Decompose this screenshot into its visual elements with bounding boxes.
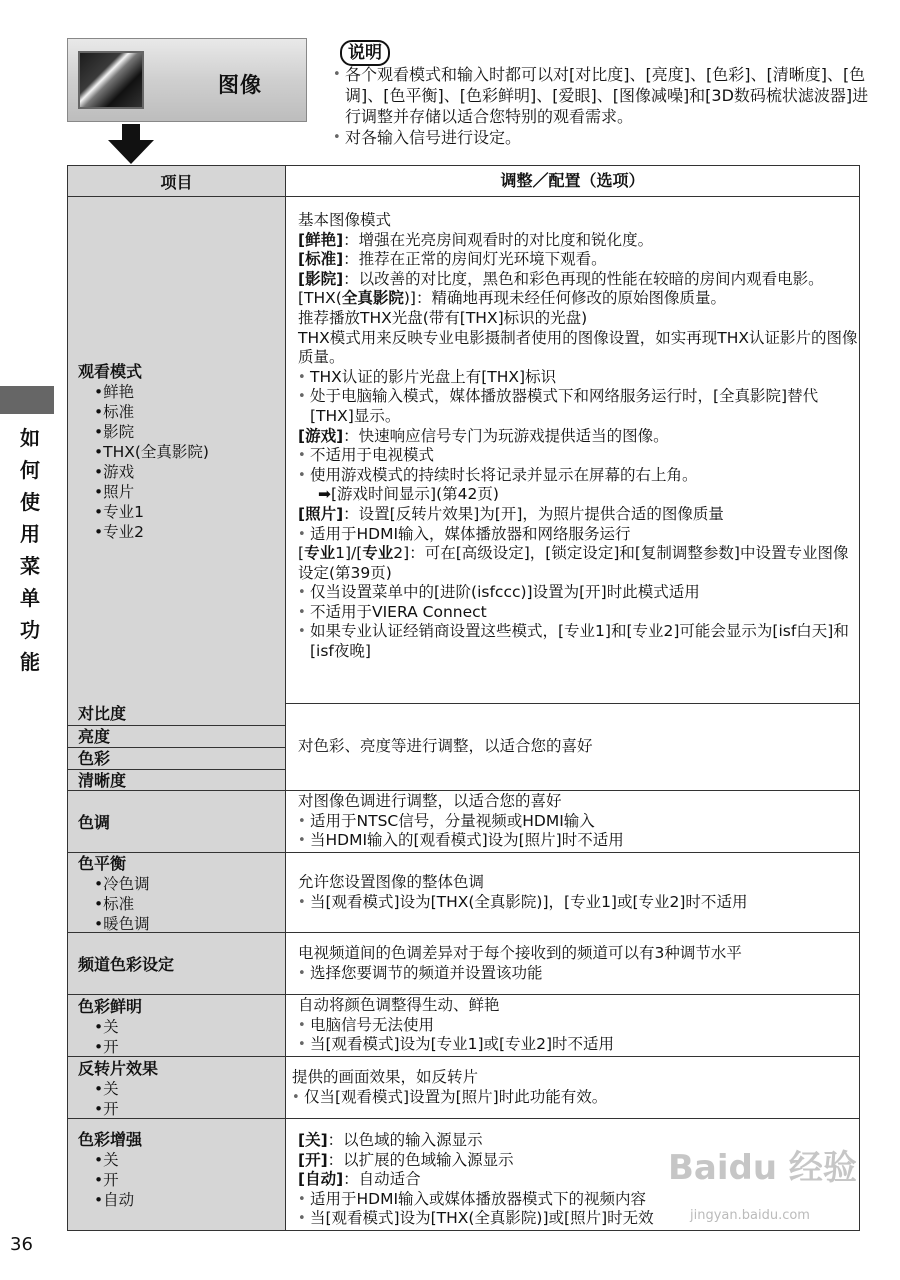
option-item: •暖色调: [94, 915, 150, 933]
row-description: 允许您设置图像的整体色调 • 当[观看模式]设为[THX(全真影院)]，[专业1]或[专业2]时不适用: [286, 853, 859, 932]
option-item: •鲜艳: [94, 382, 135, 401]
watermark-url: jingyan.baidu.com: [690, 1208, 810, 1223]
table-row-color-balance: [68, 852, 859, 932]
row-title: 色平衡: [78, 854, 127, 873]
tv-picture-icon: [78, 51, 144, 109]
column-header-adjust: 调整／配置（选项）: [500, 171, 645, 191]
option-item: •THX(全真影院): [94, 442, 209, 461]
option-item: •关: [94, 1080, 119, 1098]
table-row-basic-adjust: [68, 703, 859, 790]
table-row-viewing-mode: [68, 196, 859, 703]
row-description: 对色彩、亮度等进行调整，以适合您的喜好: [298, 737, 593, 756]
table-header-row: [68, 166, 859, 196]
option-item: •自动: [94, 1191, 135, 1209]
option-item: •标准: [94, 895, 135, 913]
notes-heading: 说明: [340, 40, 390, 66]
row-title: 色彩: [68, 747, 286, 769]
option-item: •游戏: [94, 462, 135, 481]
row-title: 色彩增强: [78, 1130, 143, 1149]
option-item: •标准: [94, 402, 135, 421]
page-reference: ➡[游戏时间显示](第42页): [318, 485, 499, 504]
option-item: •专业2: [94, 522, 145, 541]
row-title: 色调: [78, 813, 111, 832]
option-item: •关: [94, 1018, 119, 1036]
page-number: 36: [10, 1234, 33, 1255]
section-header-image: [67, 38, 307, 122]
side-tab-marker: [0, 386, 54, 414]
row-description: [关]：以色域的输入源显示 [开]：以扩展的色域输入源显示 [自动]：自动适合 • 适用于HDMI输入或媒体播放器模式下的视频内容 • 当[观看模式]设为[THX(全真影院)]或[照片]时无效: [286, 1119, 859, 1230]
option-item: •开: [94, 1038, 119, 1056]
row-description: 基本图像模式 [鲜艳]：增强在光亮房间观看时的对比度和锐化度。 [标准]：推荐在正常的房间灯光环境下观看。 [影院]：以改善的对比度，黑色和彩色再现的性能在较暗的房间内观看电影。 [THX(全真影院)]：精确地再现未经任何修改的原始图像质量。 推荐播放THX光盘(带有[THX]标识的光盘) THX模式用来反映专业电影摄制者使用的图像设置，如实再现THX认证影片的图像质量。 • THX认证的影片光盘上有[THX]标识 • 处于电脑输入模式，媒体播放器模式下和网络服务运行时，[全真影院]替代[THX]显示。 [游戏]：快速响应信号专门为玩游戏提供适当的图像。 • 不适用于电视模式 • 使用游戏模式的持续时长将记录并显示在屏幕的右上角。 ➡[游戏时间显示](第42页) [照片]：设置[反转片效果]为[开]，为照片提供合适的图像质量 • 适用于HDMI输入，媒体播放器和网络服务运行 [专业1]/[专业2]：可在[高级设定]，[锁定设定]和[复制调整参数]中设置专业图像设定(第39页) • 仅当设置菜单中的[进阶(isfccc)]设置为[开]时此模式适用 • 不适用于VIERA Connect • 如果专业认证经销商设置这些模式，[专业1]和[专业2]可能会显示为[isf白天]和[isf夜晚]: [286, 197, 859, 703]
option-item: •照片: [94, 482, 135, 501]
option-item: •关: [94, 1151, 119, 1169]
row-description: 对图像色调进行调整，以适合您的喜好 • 适用于NTSC信号，分量视频或HDMI输入 • 当HDMI输入的[观看模式]设为[照片]时不适用: [286, 791, 859, 852]
option-item: •影院: [94, 422, 135, 441]
note-item: • 各个观看模式和输入时都可以对[对比度]、[亮度]、[色彩]、[清晰度]、[色调]、[色平衡]、[色彩鲜明]、[爱眼]、[图像减噪]和[3D数码梳状滤波器]进行调整并存储以适合您特别的观看需求。: [333, 64, 873, 127]
note-item: • 对各输入信号进行设定。: [333, 127, 873, 148]
table-row-channel-color: [68, 932, 859, 994]
option-item: •冷色调: [94, 875, 150, 893]
row-title: 亮度: [68, 725, 286, 747]
option-item: •专业1: [94, 502, 145, 521]
watermark-logo: Baidu 经验: [668, 1148, 857, 1188]
option-item: •开: [94, 1171, 119, 1189]
row-title: 色彩鲜明: [78, 997, 143, 1016]
row-description: 电视频道间的色调差异对于每个接收到的频道可以有3种调节水平 • 选择您要调节的频道并设置该功能: [286, 933, 859, 994]
option-item: •开: [94, 1100, 119, 1118]
table-row-tint: [68, 790, 859, 852]
table-row-reversal-film: [68, 1056, 859, 1118]
section-title: 图像: [218, 73, 262, 97]
row-description: 提供的画面效果，如反转片 • 仅当[观看模式]设置为[照片]时此功能有效。: [286, 1057, 859, 1118]
down-arrow-icon: [108, 124, 154, 164]
row-description: 自动将颜色调整得生动、鲜艳 • 电脑信号无法使用 • 当[观看模式]设为[专业1]或[专业2]时不适用: [286, 995, 859, 1056]
row-title: 对比度: [68, 703, 286, 725]
side-tab-label: 如何使用菜单功能: [20, 426, 40, 674]
column-header-item: 项目: [68, 166, 286, 196]
row-title: 反转片效果: [78, 1059, 159, 1078]
notes-list: [333, 64, 873, 148]
row-title: 观看模式: [78, 361, 143, 381]
table-row-vivid-colour: [68, 994, 859, 1056]
row-title: 清晰度: [68, 769, 286, 791]
settings-table: [67, 165, 860, 1231]
row-title: 频道色彩设定: [78, 955, 175, 974]
